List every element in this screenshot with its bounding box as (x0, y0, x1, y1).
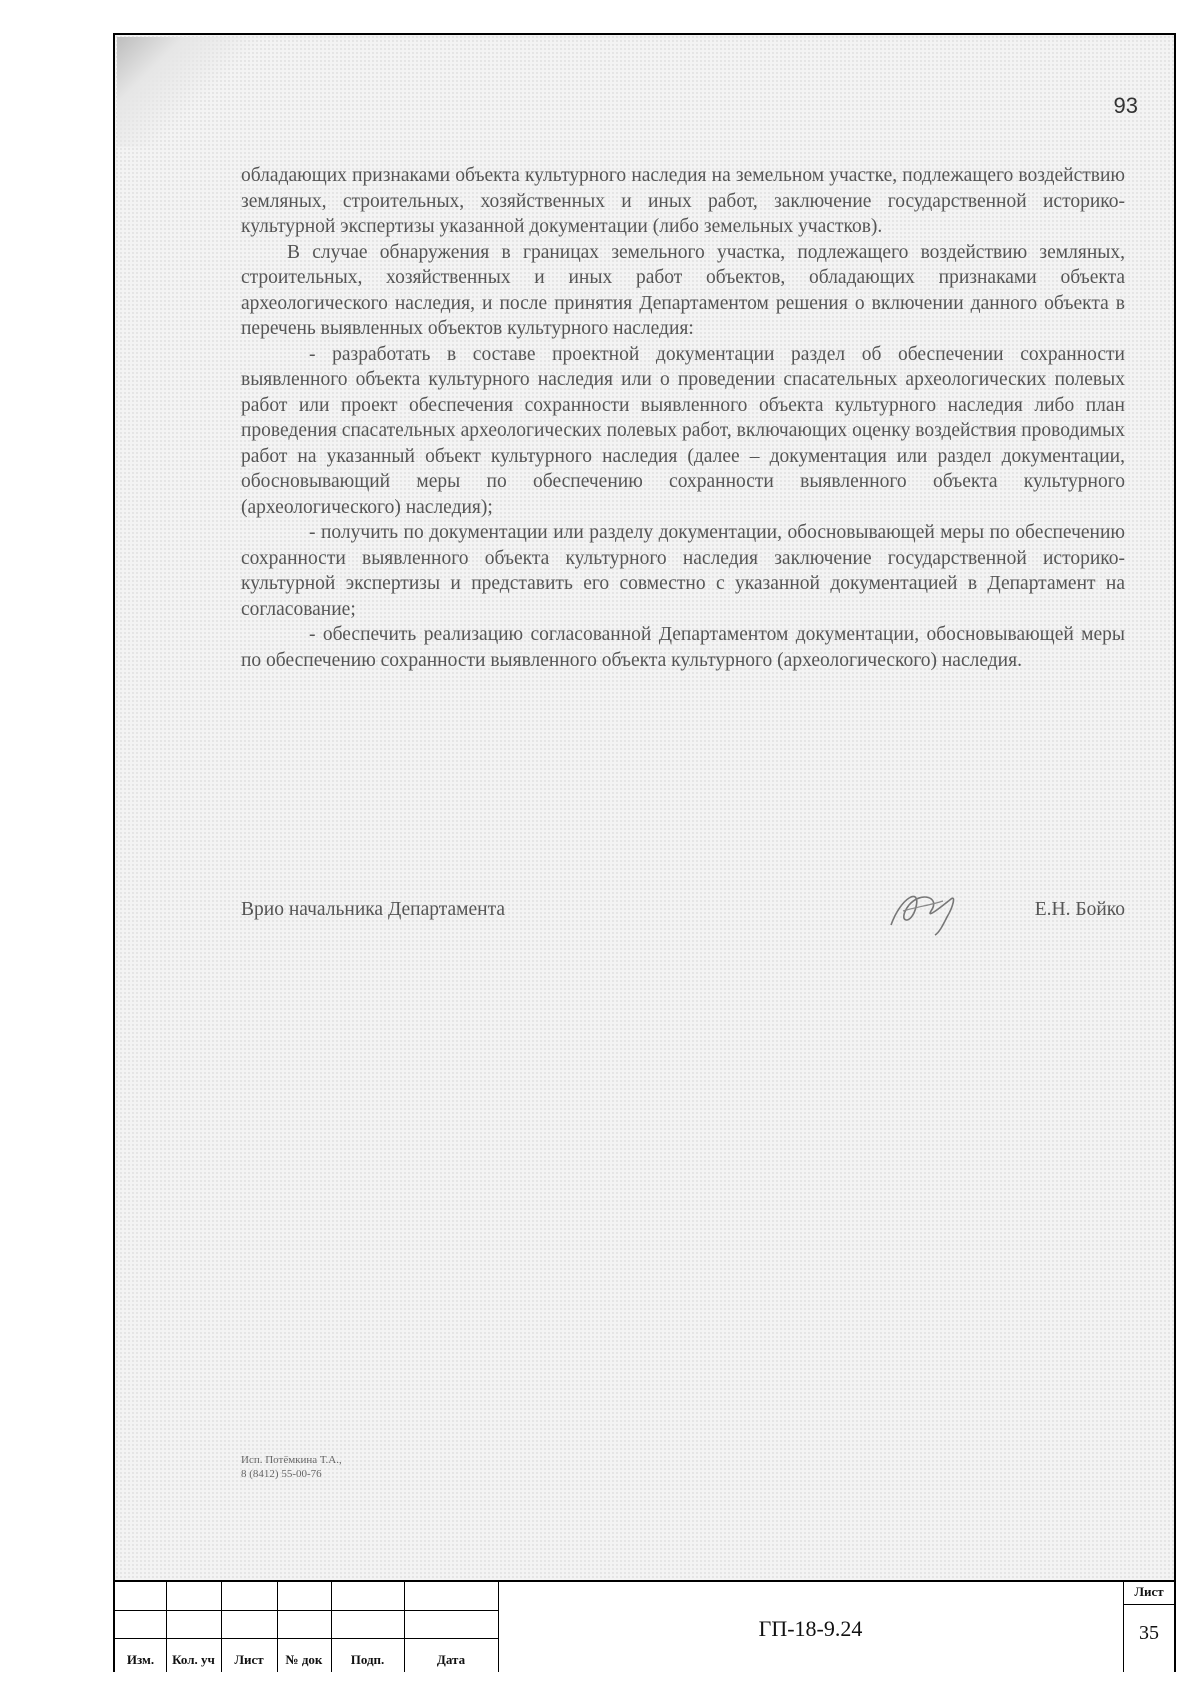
sheet-label: Лист (1134, 1584, 1164, 1599)
scan-page-number: 93 (1113, 93, 1138, 118)
sheet-number: 35 (1139, 1622, 1159, 1644)
page-curl-shadow (117, 37, 277, 147)
stamp-header-signature: Подп. (350, 1652, 385, 1667)
paragraph: - получить по документации или разделу документации, обосновывающей меры по обеспечению сохранности выявленного объекта культурного наследия заключение государственной историко-культурной экспертизы и представить его совместно с указанной документацией в Департамент на согласование; (241, 522, 1125, 620)
stamp-header-change: Изм. (126, 1652, 155, 1667)
document-code: ГП-18-9.24 (758, 1616, 863, 1641)
executor-phone: 8 (8412) 55-00-76 (241, 1468, 322, 1480)
stamp-row-line (115, 1638, 498, 1639)
page-frame (113, 33, 1176, 1672)
stamp-row-line (115, 1610, 498, 1611)
paragraph: - обеспечить реализацию согласованной Департаментом документации, обосновывающей меры по обеспечению сохранности выявленного объекта культурного (археологического) наследия. (241, 624, 1125, 671)
signature-block (241, 877, 1125, 947)
stamp-header-doc-number: № док (285, 1652, 323, 1667)
paragraph: В случае обнаружения в границах земельного участка, подлежащего воздействию земляных, строительных, хозяйственных и иных работ объектов, обладающих признаками объекта археологического наследия, и после принятия Департаментом решения о включении данного объекта в перечень выявленных объектов культурного наследия: (241, 241, 1125, 339)
stamp-header-date: Дата (436, 1652, 466, 1667)
signer-title: Врио начальника Департамента (241, 899, 506, 920)
executor-name: Исп. Потёмкина Т.А., (241, 1454, 342, 1466)
executor-info (241, 1453, 342, 1481)
stamp-header-count: Кол. уч (172, 1652, 215, 1667)
stamp-header-sheet: Лист (234, 1652, 264, 1667)
paragraph: - разработать в составе проектной документации раздел об обеспечении сохранности выявленного объекта культурного наследия или о проведении спасательных археологических полевых работ или проект обеспечения сохранности выявленного объекта культурного наследия либо план проведения спасательных археологических полевых работ, включающих оценку воздействия проводимых работ на указанный объект культурного наследия (далее – документация или раздел документации, обосновывающий меры по обеспечению сохранности выявленного объекта культурного (археологического) наследия); (241, 343, 1125, 518)
letter-body (241, 163, 1125, 673)
sheet-divider (1124, 1604, 1174, 1605)
paragraph: обладающих признаками объекта культурного наследия на земельном участке, подлежащего воздействию земляных, строительных, хозяйственных и иных работ, заключение государственной историко-культурной экспертизы указанной документации (либо земельных участков). (241, 165, 1125, 237)
signer-name: Е.Н. Бойко (1034, 899, 1125, 920)
handwritten-signature (881, 877, 971, 937)
title-block (115, 1580, 1174, 1672)
sheet-box (1123, 1582, 1174, 1672)
